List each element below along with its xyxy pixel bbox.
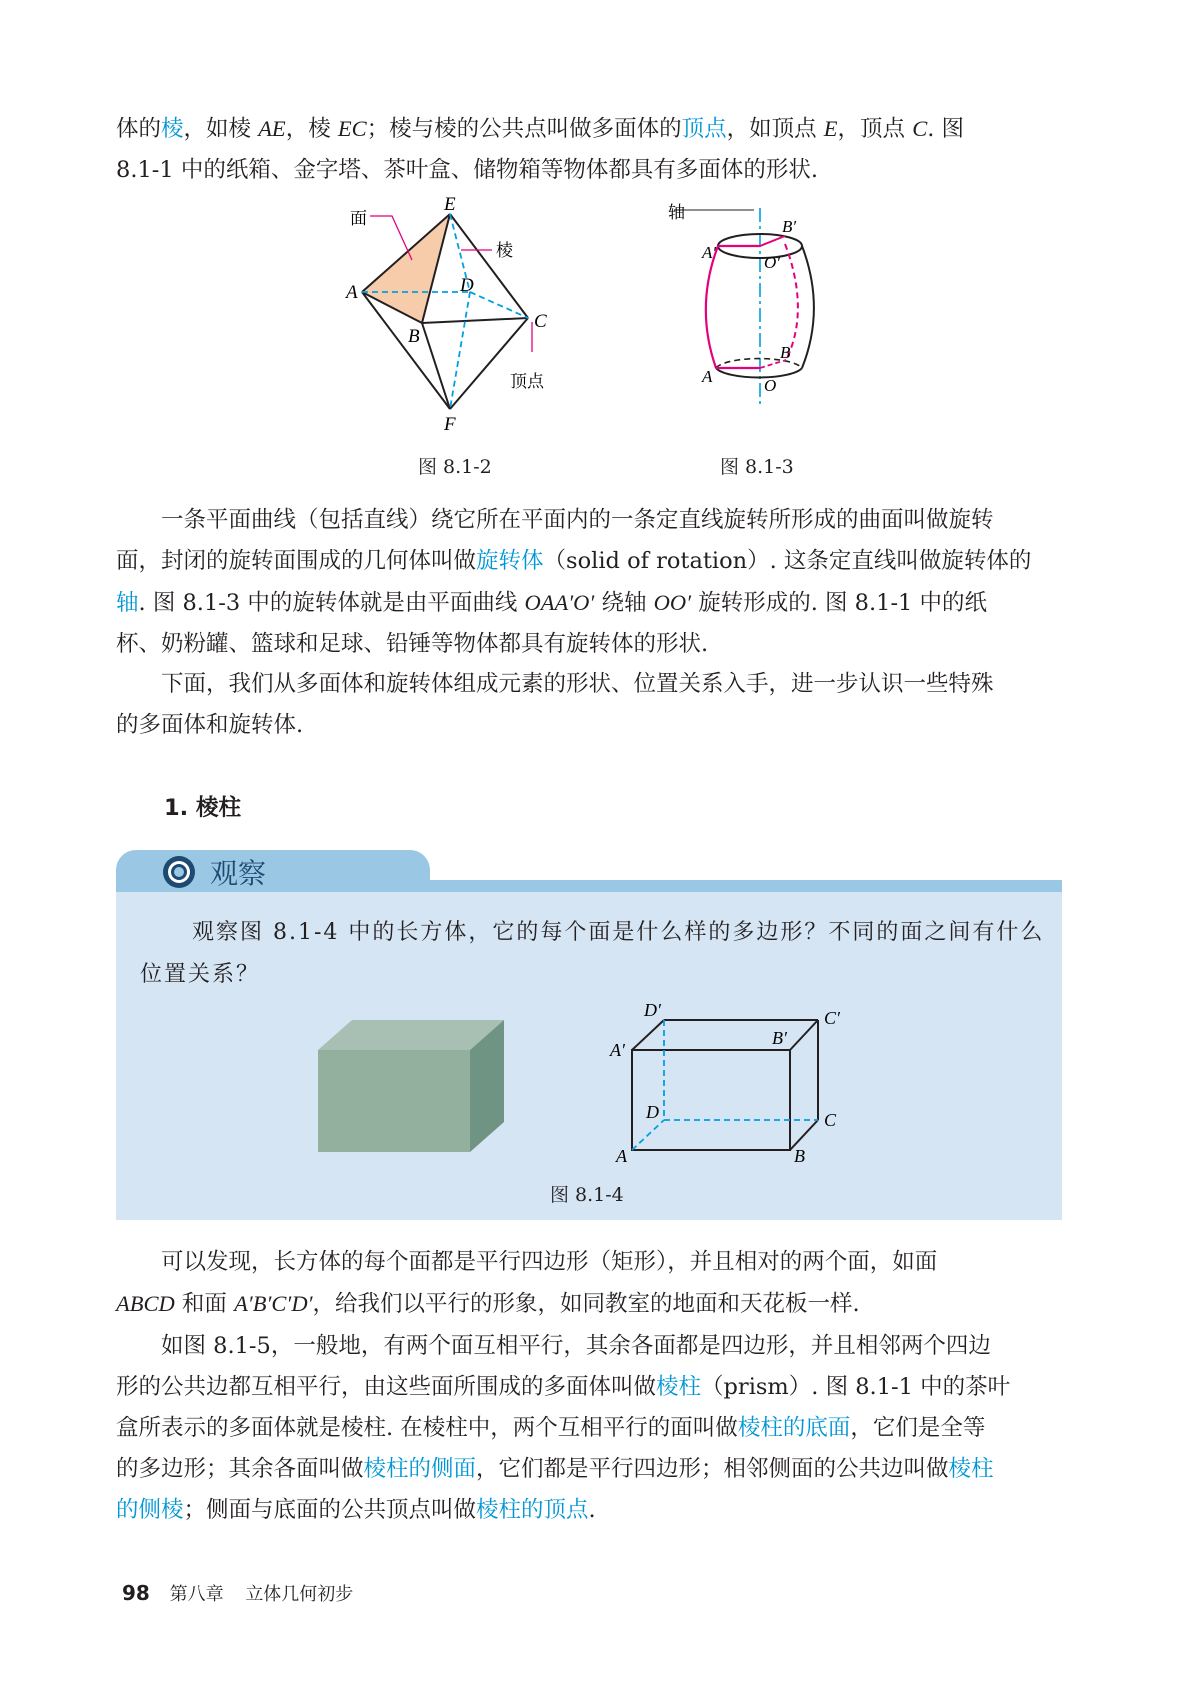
- label-E: E: [444, 194, 456, 215]
- keyword-prism-lateral-edge: 棱柱: [948, 1456, 994, 1482]
- figure-octahedron: [340, 194, 580, 440]
- text-line: 一条平面曲线（包括直线）绕它所在平面内的一条定直线旋转所形成的曲面叫做旋转: [161, 507, 994, 533]
- caption-fig-8-1-3: 图 8.1-3: [720, 456, 794, 478]
- label-edge: 棱: [496, 241, 513, 260]
- paragraph-polyhedron-vertex: [116, 108, 1062, 191]
- chapter-label: 第八章: [169, 1584, 224, 1605]
- label-C-prime: C′: [824, 1008, 840, 1028]
- page-footer: [122, 1580, 353, 1606]
- label-B: B: [780, 343, 791, 362]
- page-number: 98: [122, 1581, 150, 1605]
- label-A: A: [346, 282, 358, 303]
- observe-question-line2: 位置关系？: [140, 962, 261, 987]
- label-C: C: [824, 1110, 837, 1130]
- text-line: 杯、奶粉罐、篮球和足球、铅锤等物体都具有旋转体的形状.: [116, 631, 709, 657]
- text-line: 的多面体和旋转体.: [116, 712, 304, 738]
- target-icon: [162, 855, 196, 889]
- text-line: 盒所表示的多面体就是棱柱. 在棱柱中，两个互相平行的面叫做棱柱的底面，它们是全等: [116, 1415, 986, 1441]
- label-B-prime: B′: [782, 217, 797, 236]
- paragraph-intro-special-solids: [116, 664, 1062, 746]
- figure-cuboid-solid: [316, 1020, 506, 1154]
- label-B: B: [794, 1146, 805, 1166]
- label-D: D: [646, 1102, 659, 1122]
- label-face: 面: [350, 209, 367, 228]
- label-D: D: [460, 275, 474, 296]
- text-line: 下面，我们从多面体和旋转体组成元素的形状、位置关系入手，进一步认识一些特殊: [161, 671, 994, 697]
- label-A-prime: A′: [610, 1040, 625, 1060]
- text-line: 体的棱，如棱 AE，棱 EC；棱与棱的公共点叫做多面体的顶点，如顶点 E，顶点 C. 图: [116, 116, 965, 142]
- label-A: A: [702, 367, 713, 386]
- text-line: 的多边形；其余各面叫做棱柱的侧面，它们都是平行四边形；相邻侧面的公共边叫做棱柱: [116, 1456, 994, 1482]
- paragraph-solid-of-rotation: [116, 500, 1062, 665]
- label-B: B: [408, 326, 420, 347]
- figure-cuboid-wireframe: [608, 1000, 848, 1166]
- figure-solid-of-rotation: [668, 203, 840, 408]
- caption-fig-8-1-4: 图 8.1-4: [550, 1184, 624, 1206]
- observe-title: 观察: [210, 857, 267, 890]
- text-line: 可以发现，长方体的每个面都是平行四边形（矩形），并且相对的两个面，如面: [161, 1249, 938, 1275]
- observe-question-line1: 观察图 8.1-4 中的长方体，它的每个面是什么样的多边形？不同的面之间有什么: [192, 920, 1045, 945]
- text-line: 轴. 图 8.1-3 中的旋转体就是由平面曲线 OAA′O′ 绕轴 OO′ 旋转形成的. 图 8.1-1 中的纸: [116, 590, 988, 616]
- label-B-prime: B′: [772, 1028, 787, 1048]
- text-line: 形的公共边都互相平行，由这些面所围成的多面体叫做棱柱（prism）. 图 8.1-1 中的茶叶: [116, 1374, 1011, 1400]
- label-O: O: [764, 376, 777, 395]
- text-line: 如图 8.1-5，一般地，有两个面互相平行，其余各面都是四边形，并且相邻两个四边: [161, 1333, 991, 1359]
- keyword-vertex: 顶点: [681, 116, 727, 142]
- keyword-prism-lateral-face: 棱柱的侧面: [363, 1456, 477, 1482]
- label-D-prime: D′: [644, 1000, 661, 1020]
- label-A-prime: A′: [702, 243, 717, 262]
- keyword-prism: 棱柱: [656, 1374, 702, 1400]
- keyword-solid-of-rotation: 旋转体: [476, 548, 544, 574]
- keyword-axis: 轴: [116, 590, 139, 616]
- keyword-prism-vertex: 棱柱的顶点: [476, 1497, 589, 1523]
- label-C: C: [534, 311, 547, 332]
- caption-fig-8-1-2: 图 8.1-2: [418, 456, 492, 478]
- paragraph-prism-definition: [116, 1326, 1062, 1531]
- label-A: A: [616, 1146, 627, 1166]
- paragraph-cuboid-faces: [116, 1242, 1062, 1325]
- keyword-prism-base: 棱柱的底面: [737, 1415, 851, 1441]
- keyword-edge: 棱: [161, 116, 184, 142]
- text-line: ABCD 和面 A′B′C′D′，给我们以平行的形象，如同教室的地面和天花板一样.: [116, 1291, 860, 1317]
- keyword-prism-lateral-edge-cont: 的侧棱: [116, 1497, 184, 1523]
- text-line: 8.1-1 中的纸箱、金字塔、茶叶盒、储物箱等物体都具有多面体的形状.: [116, 157, 819, 183]
- text-line: 的侧棱；侧面与底面的公共顶点叫做棱柱的顶点.: [116, 1497, 596, 1523]
- label-vertex: 顶点: [510, 372, 544, 391]
- label-F: F: [444, 414, 456, 435]
- label-axis: 轴: [668, 203, 685, 222]
- chapter-title: 立体几何初步: [245, 1584, 354, 1605]
- section-heading-prism: 1. 棱柱: [164, 795, 242, 821]
- text-line: 面，封闭的旋转面围成的几何体叫做旋转体（solid of rotation）. 这条定直线叫做旋转体的: [116, 548, 1032, 574]
- label-O-prime: O′: [764, 253, 780, 272]
